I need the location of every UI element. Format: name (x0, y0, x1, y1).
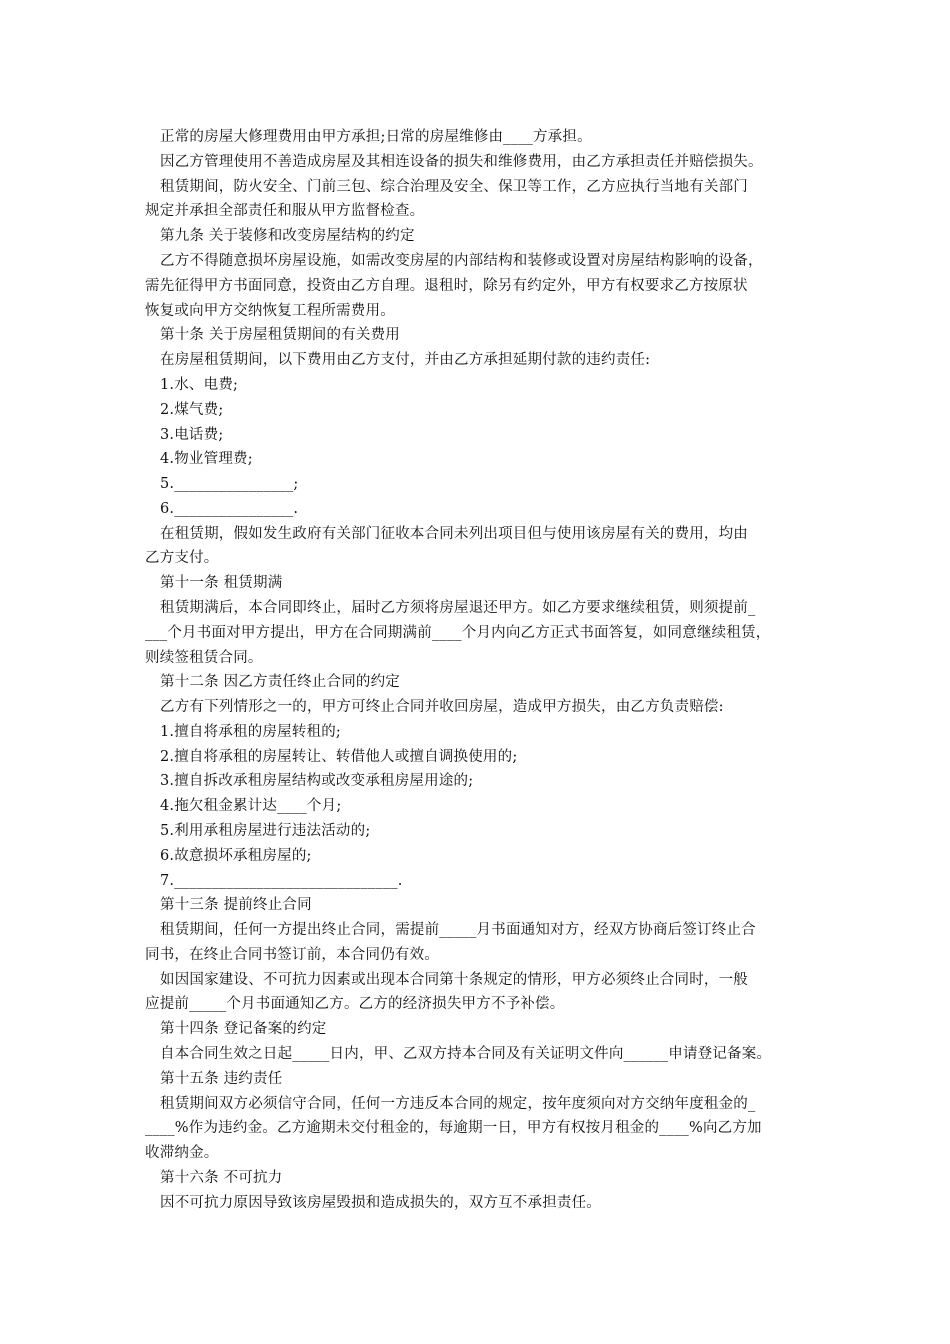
text-line: 因乙方管理使用不善造成房屋及其相连设备的损失和维修费用，由乙方承担责任并赔偿损失。 (160, 154, 763, 170)
text-line: 收滞纳金。 (145, 1145, 219, 1161)
text-line: 规定并承担全部责任和服从甲方监督检查。 (145, 203, 425, 219)
text-line: 在房屋租赁期间，以下费用由乙方支付，并由乙方承担延期付款的违约责任: (160, 352, 651, 368)
list-item: 6.________________. (160, 501, 299, 517)
text-line: ___个月书面对甲方提出，甲方在合同期满前____个月内向乙方正式书面答复，如同意继续租赁， (145, 625, 771, 641)
list-item: 3.擅自拆改承租房屋结构或改变承租房屋用途的; (160, 773, 474, 789)
text-line: 需先征得甲方书面同意，投资由乙方自理。退租时，除另有约定外，甲方有权要求乙方按原状 (145, 278, 748, 294)
text-line: 应提前_____个月书面通知乙方。乙方的经济损失甲方不予补偿。 (145, 996, 565, 1012)
list-item: 5.________________; (160, 476, 299, 492)
text-line: 乙方支付。 (145, 550, 219, 566)
section-heading: 第十五条 违约责任 (160, 1071, 283, 1087)
text-line: 同书，在终止合同书签订前，本合同仍有效。 (145, 947, 439, 963)
list-item: 5.利用承租房屋进行违法活动的; (160, 823, 371, 839)
text-line: 租赁期间，任何一方提出终止合同，需提前_____月书面通知对方，经双方协商后签订终止合 (160, 922, 756, 938)
section-heading: 第十四条 登记备案的约定 (160, 1021, 327, 1037)
text-line: 租赁期间，防火安全、门前三包、综合治理及安全、保卫等工作，乙方应执行当地有关部门 (160, 179, 748, 195)
text-line: 租赁期间双方必须信守合同，任何一方违反本合同的规定，按年度须向对方交纳年度租金的_ (160, 1096, 756, 1112)
list-item: 7.______________________________. (160, 873, 403, 889)
text-line: 因不可抗力原因导致该房屋毁损和造成损失的，双方互不承担责任。 (160, 1195, 601, 1211)
text-line: 自本合同生效之日起_____日内，甲、乙双方持本合同及有关证明文件向______申请登记备案。 (160, 1046, 772, 1062)
section-heading: 第九条 关于装修和改变房屋结构的约定 (160, 228, 415, 244)
list-item: 2.煤气费; (160, 402, 224, 418)
text-line: 如因国家建设、不可抗力因素或出现本合同第十条规定的情形，甲方必须终止合同时，一般 (160, 972, 748, 988)
section-heading: 第十六条 不可抗力 (160, 1170, 283, 1186)
list-item: 1.水、电费; (160, 377, 239, 393)
list-item: 2.擅自将承租的房屋转让、转借他人或擅自调换使用的; (160, 749, 518, 765)
list-item: 3.电话费; (160, 427, 224, 443)
text-line: 则续签租赁合同。 (145, 650, 263, 666)
list-item: 4.拖欠租金累计达____个月; (160, 798, 342, 814)
text-line: 租赁期满后，本合同即终止，届时乙方须将房屋退还甲方。如乙方要求继续租赁，则须提前_ (160, 600, 756, 616)
list-item: 4.物业管理费; (160, 451, 253, 467)
text-line: 在租赁期，假如发生政府有关部门征收本合同未列出项目但与使用该房屋有关的费用，均由 (160, 526, 748, 542)
list-item: 6.故意损坏承租房屋的; (160, 848, 312, 864)
text-line: 恢复或向甲方交纳恢复工程所需费用。 (145, 303, 395, 319)
section-heading: 第十条 关于房屋租赁期间的有关费用 (160, 327, 401, 343)
list-item: 1.擅自将承租的房屋转租的; (160, 724, 342, 740)
text-line: 乙方有下列情形之一的，甲方可终止合同并收回房屋，造成甲方损失，由乙方负责赔偿: (160, 699, 724, 715)
text-line: 正常的房屋大修理费用由甲方承担;日常的房屋维修由____方承担。 (160, 129, 592, 145)
text-line: 乙方不得随意损坏房屋设施，如需改变房屋的内部结构和装修或设置对房屋结构影响的设备， (160, 253, 763, 269)
section-heading: 第十一条 租赁期满 (160, 575, 283, 591)
section-heading: 第十三条 提前终止合同 (160, 897, 312, 913)
section-heading: 第十二条 因乙方责任终止合同的约定 (160, 674, 401, 690)
text-line: ____%作为违约金。乙方逾期未交付租金的，每逾期一日，甲方有权按月租金的____%向乙方加 (145, 1120, 762, 1136)
